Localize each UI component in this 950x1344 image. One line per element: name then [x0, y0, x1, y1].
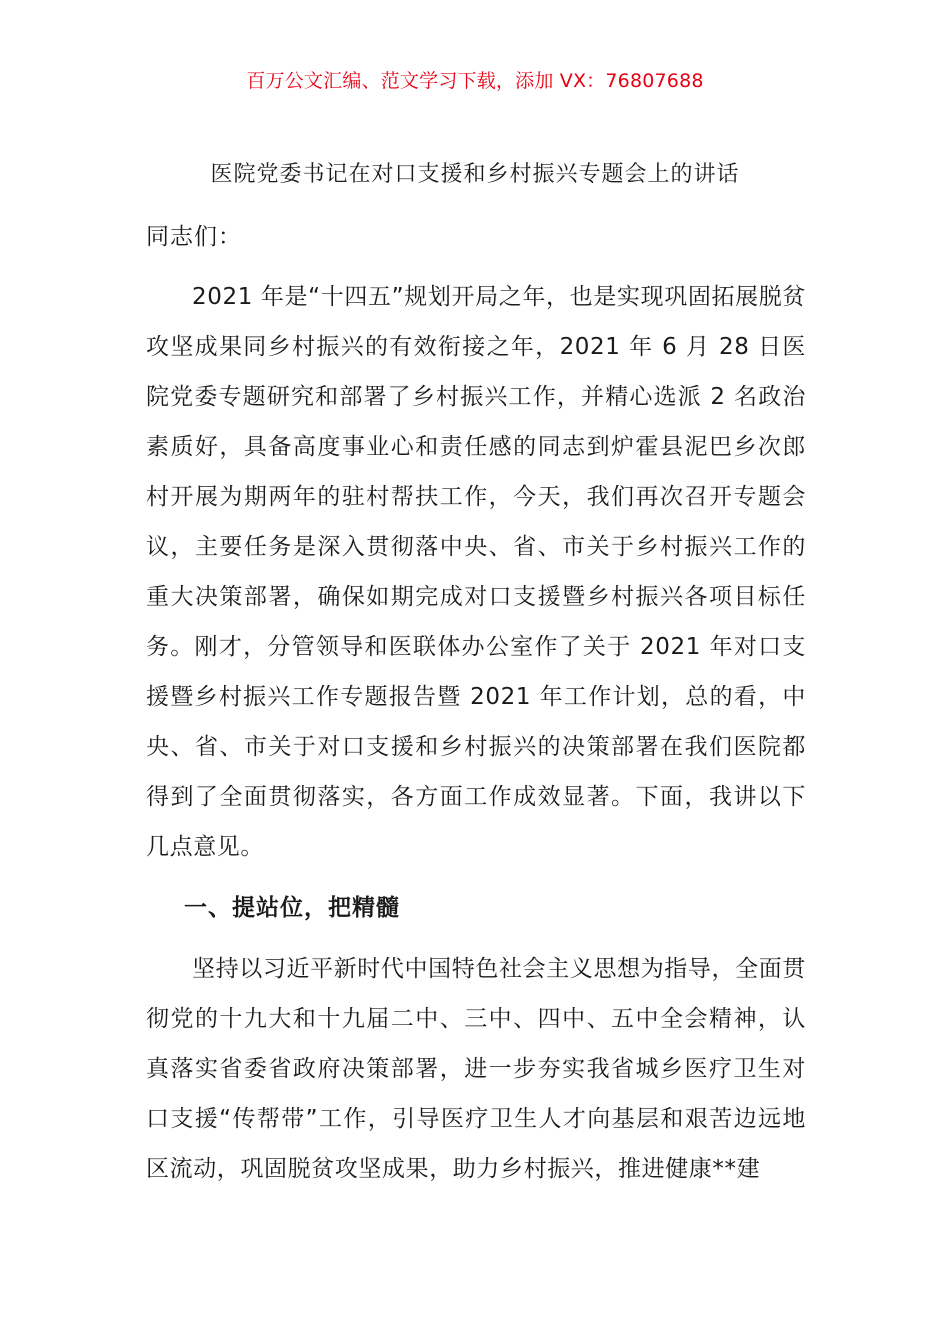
- document-title: 医院党委书记在对口支援和乡村振兴专题会上的讲话: [210, 162, 740, 187]
- body-paragraph-1: 2021 年是“十四五”规划开局之年，也是实现巩固拓展脱贫攻坚成果同乡村振兴的有效衔接之年，2021 年 6 月 28 日医院党委专题研究和部署了乡村振兴工作，并精心选派 2 名政治素质好，具备高度事业心和责任感的同志到炉霍县泥巴乡次郎村开展为期两年的驻村帮扶工作，今天，我们再次召开专题会议，主要任务是深入贯彻落中央、省、市关于乡村振兴工作的重大决策部署，确保如期完成对口支援暨乡村振兴各项目标任务。刚才，分管领导和医联体办公室作了关于 2021 年对口支援暨乡村振兴工作专题报告暨 2021 年工作计划，总的看，中央、省、市关于对口支援和乡村振兴的决策部署在我们医院都得到了全面贯彻落实，各方面工作成效显著。下面，我讲以下几点意见。: [146, 284, 806, 860]
- section-paragraph-1: 坚持以习近平新时代中国特色社会主义思想为指导，全面贯彻党的十九大和十九届二中、三中、四中、五中全会精神，认真落实省委省政府决策部署，进一步夯实我省城乡医疗卫生对口支援“传帮带”工作，引导医疗卫生人才向基层和艰苦边远地区流动，巩固脱贫攻坚成果，助力乡村振兴，推进健康**建: [146, 956, 806, 1182]
- greeting: 同志们：: [146, 224, 242, 250]
- section-heading-1: 一、提站位，把精髓: [184, 895, 400, 921]
- download-notice: 百万公文汇编、范文学习下载，添加 VX：76807688: [246, 70, 704, 92]
